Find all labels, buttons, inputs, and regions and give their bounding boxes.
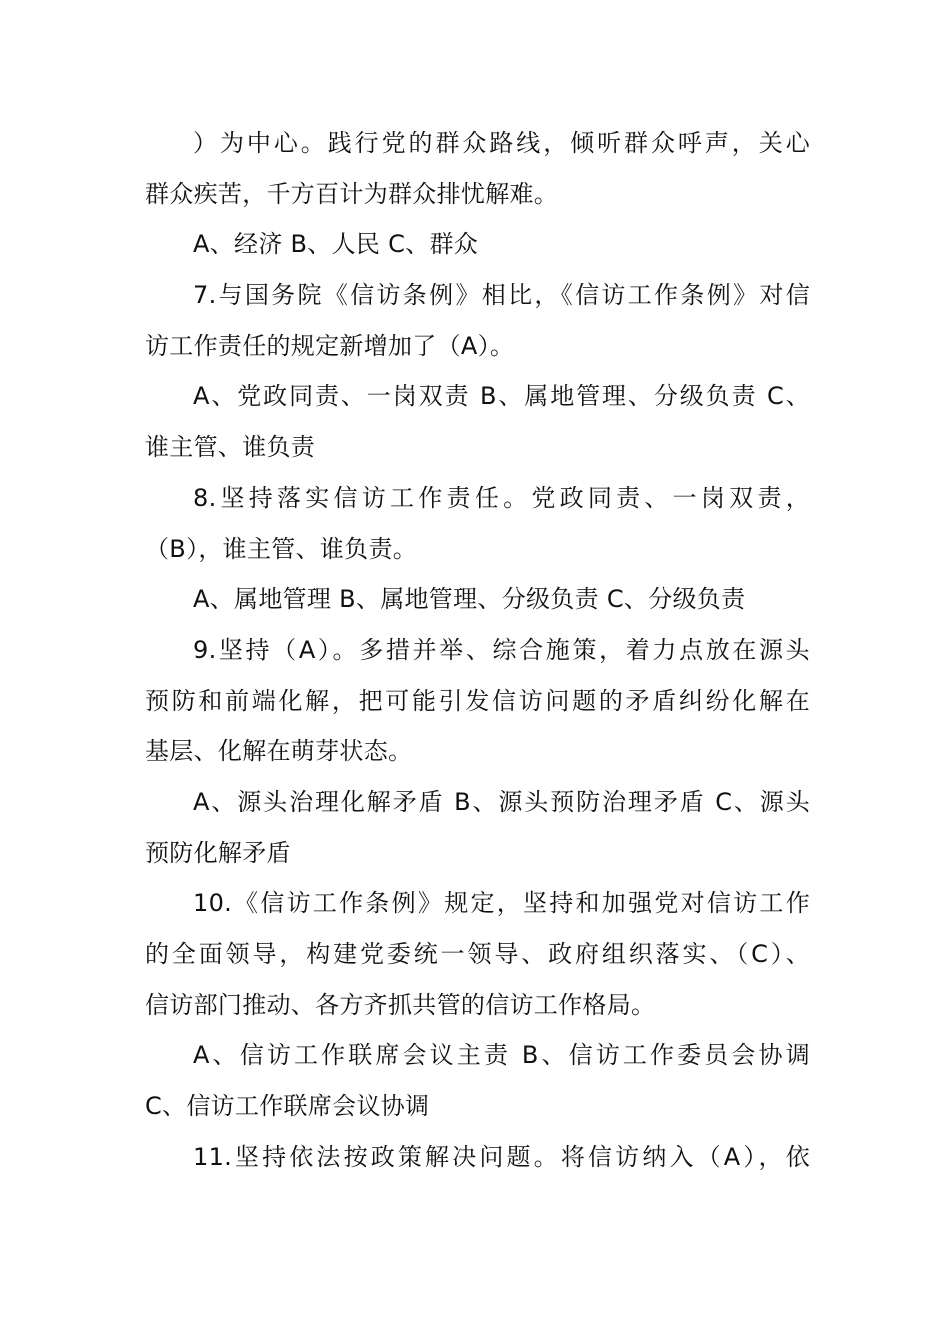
answer-options: A、源头治理化解矛盾 B、源头预防治理矛盾 C、源头 [193,787,810,816]
question-text: 访工作责任的规定新增加了（A）。 [145,331,515,360]
question-text: 信访部门推动、各方齐抓共管的信访工作格局。 [145,990,656,1019]
question-text: 11.坚持依法按政策解决问题。将信访纳入（A），依 [193,1142,810,1171]
text-line: 群众疾苦，千方百计为群众排忧解难。 [145,179,559,208]
answer-options: 谁主管、谁负责 [145,433,316,462]
question-text: 基层、化解在萌芽状态。 [145,737,413,766]
answer-options: A、属地管理 B、属地管理、分级负责 C、分级负责 [193,585,746,614]
question-text: 7.与国务院《信访条例》相比，《信访工作条例》对信 [193,281,810,310]
question-text: 8.坚持落实信访工作责任。党政同责、一岗双责， [193,483,810,512]
question-text: 9.坚持（A）。多措并举、综合施策，着力点放在源头 [193,635,810,664]
question-text: 预防和前端化解，把可能引发信访问题的矛盾纠纷化解在 [145,686,810,715]
question-text: 10.《信访工作条例》规定，坚持和加强党对信访工作 [193,889,810,918]
answer-options: 预防化解矛盾 [145,838,291,867]
document-body [145,118,810,1182]
answer-options: A、党政同责、一岗双责 B、属地管理、分级负责 C、 [193,382,810,411]
answer-options: C、信访工作联席会议协调 [145,1092,430,1121]
question-text: 的全面领导，构建党委统一领导、政府组织落实、（C）、 [145,940,810,968]
text-line: ）为中心。践行党的群众路线，倾听群众呼声，关心 [193,129,810,157]
answer-options: A、信访工作联席会议主责 B、信访工作委员会协调 [193,1041,810,1070]
question-text: （B），谁主管、谁负责。 [145,534,418,563]
answer-options: A、经济 B、人民 C、群众 [193,230,479,259]
